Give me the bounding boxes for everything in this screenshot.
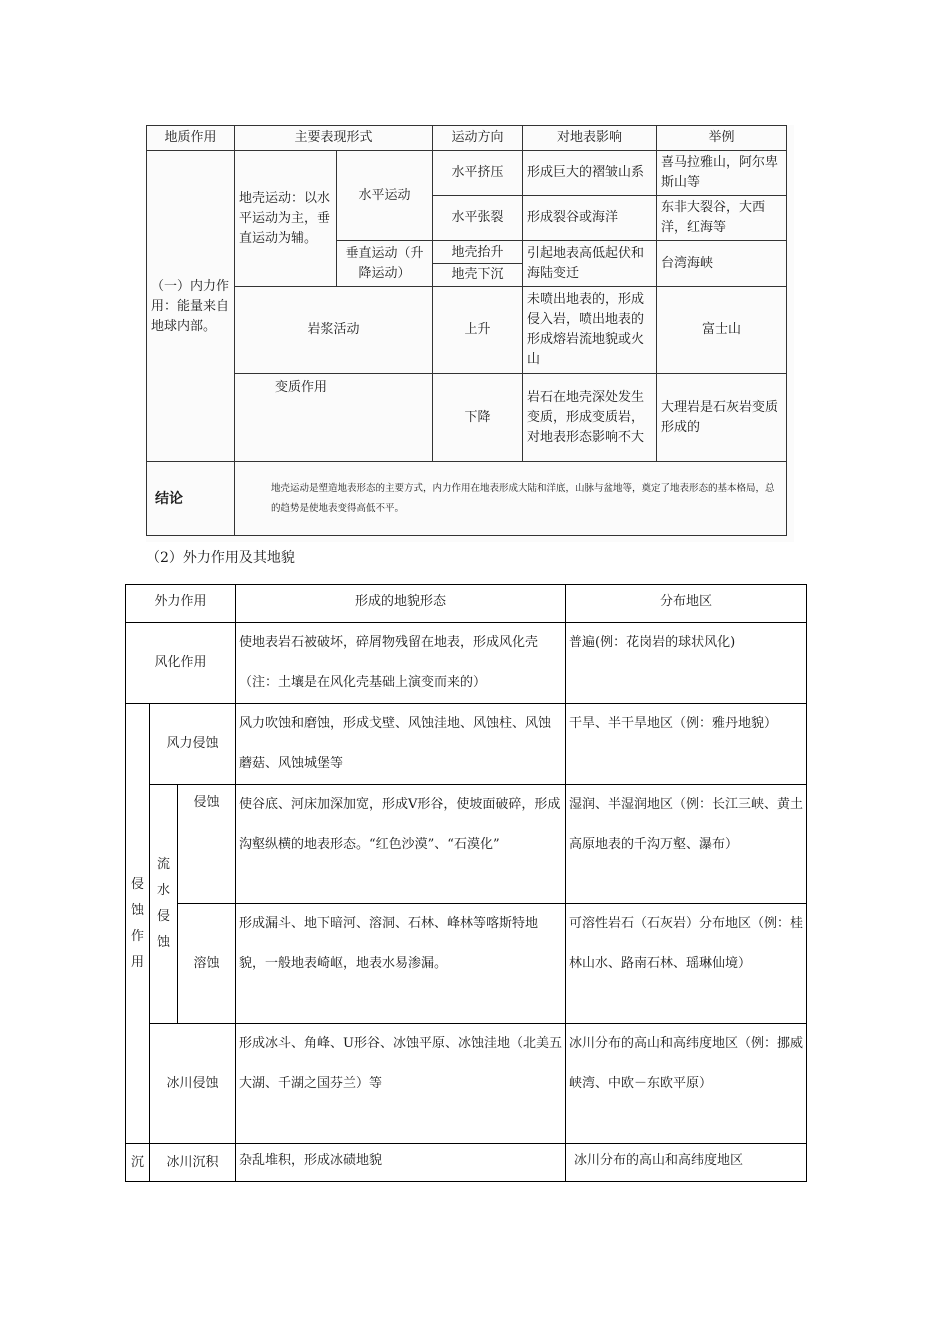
crustal-movement-cell: 地壳运动：以水平运动为主，垂直运动为辅。 <box>235 151 337 287</box>
metamorphism-cell: 变质作用 <box>235 374 433 462</box>
header-geologic-action: 地质作用 <box>147 126 235 151</box>
meta-effect-cell: 岩石在地壳深处发生变质，形成变质岩，对地表形态影响不大 <box>523 374 657 462</box>
wind-erosion-form: 风力吹蚀和磨蚀，形成戈壁、风蚀洼地、风蚀柱、风蚀蘑菇、风蚀城堡等 <box>236 704 566 785</box>
section-title-external-force: （2）外力作用及其地貌 <box>146 550 295 566</box>
header-direction: 运动方向 <box>433 126 523 151</box>
water-erosion-group-label: 流水侵蚀 <box>150 785 178 1024</box>
geology-internal-force-table-image <box>146 125 794 542</box>
header-main-form: 主要表现形式 <box>235 126 433 151</box>
conclusion-label: 结论 <box>147 462 235 536</box>
erosion-group-label <box>126 704 150 1144</box>
dissolution-form: 形成漏斗、地下暗河、溶洞、石林、峰林等喀斯特地貌，一般地表崎岖，地表水易渗漏。 <box>236 904 566 1024</box>
glacial-deposition-area: 冰川分布的高山和高纬度地区 <box>566 1144 807 1182</box>
vertical-effect-cell: 引起地表高低起伏和海陆变迁 <box>523 241 657 287</box>
horizontal-movement-cell: 水平运动 <box>337 151 433 241</box>
weathering-area: 普遍(例：花岗岩的球状风化) <box>566 623 807 704</box>
magma-cell: 岩浆活动 <box>235 287 433 374</box>
glacial-deposition-name: 冰川沉积 <box>150 1144 236 1182</box>
glacial-deposition-form: 杂乱堆积，形成冰碛地貌 <box>236 1144 566 1182</box>
meta-example-cell: 大理岩是石灰岩变质形成的 <box>657 374 787 462</box>
weathering-form: 使地表岩石被破坏，碎屑物残留在地表，形成风化壳（注：土壤是在风化壳基础上演变而来的） <box>236 623 566 704</box>
squeeze-effect-cell: 形成巨大的褶皱山系 <box>523 151 657 196</box>
header-example: 举例 <box>657 126 787 151</box>
squeeze-example-cell: 喜马拉雅山，阿尔卑斯山等 <box>657 151 787 196</box>
deposition-group-label: 沉 <box>126 1144 150 1182</box>
erosion-group-text: 侵蚀作用 <box>131 876 145 970</box>
magma-effect-cell: 未喷出地表的，形成侵入岩，喷出地表的形成熔岩流地貌或火山 <box>523 287 657 374</box>
external-force-table <box>125 584 807 1182</box>
squeeze-cell: 水平挤压 <box>433 151 523 196</box>
vertical-movement-cell: 垂直运动（升降运动） <box>337 241 433 287</box>
glacial-erosion-area: 冰川分布的高山和高纬度地区（例：挪威峡湾、中欧－东欧平原） <box>566 1024 807 1144</box>
uplift-label: 地壳抬升 <box>433 242 522 264</box>
glacial-erosion-name: 冰川侵蚀 <box>150 1024 236 1144</box>
dissolution-area: 可溶性岩石（石灰岩）分布地区（例：桂林山水、路南石林、瑶琳仙境） <box>566 904 807 1024</box>
water-erosion-area: 湿润、半湿润地区（例：长江三峡、黄土高原地表的千沟万壑、瀑布） <box>566 785 807 904</box>
wind-erosion-area: 干旱、半干旱地区（例：雅丹地貌） <box>566 704 807 785</box>
conclusion-text: 地壳运动是塑造地表形态的主要方式，内力作用在地表形成大陆和洋底，山脉与盆地等，奠定了地表形态的基本格局，总的趋势是使地表变得高低不平。 <box>235 462 787 536</box>
header-external-force: 外力作用 <box>126 585 236 623</box>
stretch-effect-cell: 形成裂谷或海洋 <box>523 196 657 241</box>
glacial-erosion-form: 形成冰斗、角峰、U形谷、冰蚀平原、冰蚀洼地（北美五大湖、千湖之国芬兰）等 <box>236 1024 566 1144</box>
header-landform: 形成的地貌形态 <box>236 585 566 623</box>
wind-erosion-name: 风力侵蚀 <box>150 704 236 785</box>
magma-example-cell: 富士山 <box>657 287 787 374</box>
subside-label: 地壳下沉 <box>451 267 504 282</box>
internal-force-cell: （一）内力作用：能量来自地球内部。 <box>147 151 235 462</box>
dissolution-name: 溶蚀 <box>178 904 236 1024</box>
header-distribution: 分布地区 <box>566 585 807 623</box>
meta-direction-cell: 下降 <box>433 374 523 462</box>
magma-direction-cell: 上升 <box>433 287 523 374</box>
stretch-example-cell: 东非大裂谷，大西洋，红海等 <box>657 196 787 241</box>
internal-force-table <box>146 125 787 536</box>
water-erosion-name: 侵蚀 <box>178 785 236 904</box>
water-erosion-form: 使谷底、河床加深加宽，形成V形谷，使坡面破碎，形成沟壑纵横的地表形态。“红色沙漠”、“石漠化” <box>236 785 566 904</box>
stretch-cell: 水平张裂 <box>433 196 523 241</box>
vertical-direction-cell <box>433 241 523 287</box>
header-surface-effect: 对地表影响 <box>523 126 657 151</box>
vertical-example-cell: 台湾海峡 <box>657 241 787 287</box>
weathering-name: 风化作用 <box>126 623 236 704</box>
